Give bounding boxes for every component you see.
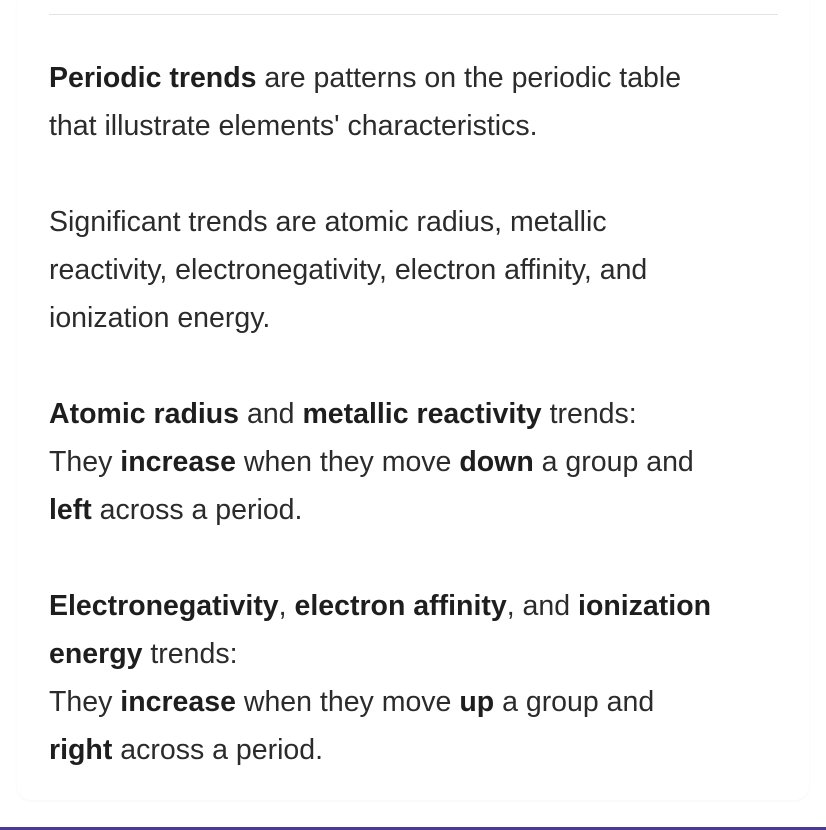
bold-text: up bbox=[459, 686, 495, 718]
bold-text: electron affinity bbox=[294, 590, 507, 622]
text-run: trends: bbox=[541, 398, 637, 430]
text-run: , bbox=[278, 590, 295, 622]
text-run: ionization energy. bbox=[49, 302, 271, 334]
text-line bbox=[49, 582, 789, 630]
text-run: when they move bbox=[235, 446, 460, 478]
text-run: a group and bbox=[494, 686, 655, 718]
text-run: a group and bbox=[533, 446, 694, 478]
text-line bbox=[49, 390, 789, 438]
paragraph-intro bbox=[49, 54, 789, 150]
text-line bbox=[49, 246, 789, 294]
text-line bbox=[49, 630, 789, 678]
text-run: are patterns on the periodic table bbox=[256, 62, 682, 94]
text-run: trends: bbox=[142, 638, 238, 670]
bold-text: ionization bbox=[578, 590, 712, 622]
bold-text: left bbox=[49, 494, 92, 526]
answer-content bbox=[49, 54, 789, 774]
bold-text: Periodic trends bbox=[49, 62, 257, 94]
bold-text: Atomic radius bbox=[49, 398, 240, 430]
text-line bbox=[49, 102, 789, 150]
text-run: They bbox=[49, 446, 121, 478]
bold-text: Electronegativity bbox=[49, 590, 279, 622]
text-run: when they move bbox=[235, 686, 460, 718]
text-line bbox=[49, 54, 789, 102]
bold-text: increase bbox=[120, 446, 236, 478]
text-line bbox=[49, 678, 789, 726]
paragraph-significant-trends bbox=[49, 198, 789, 342]
bold-text: metallic reactivity bbox=[302, 398, 542, 430]
text-run: They bbox=[49, 686, 121, 718]
text-line bbox=[49, 294, 789, 342]
bold-text: increase bbox=[120, 686, 236, 718]
text-run: across a period. bbox=[91, 494, 303, 526]
paragraph-electronegativity bbox=[49, 582, 789, 774]
text-run: Significant trends are atomic radius, metallic bbox=[49, 206, 607, 238]
bold-text: energy bbox=[49, 638, 143, 670]
text-line bbox=[49, 198, 789, 246]
bold-text: down bbox=[459, 446, 534, 478]
paragraph-atomic-radius bbox=[49, 390, 789, 534]
text-run: , and bbox=[506, 590, 579, 622]
text-run: and bbox=[239, 398, 303, 430]
text-run: reactivity, electronegativity, electron affinity, and bbox=[49, 254, 648, 286]
text-run: that illustrate elements' characteristics. bbox=[49, 110, 538, 142]
text-run: across a period. bbox=[112, 734, 324, 766]
text-line bbox=[49, 486, 789, 534]
top-divider bbox=[49, 14, 778, 15]
bold-text: right bbox=[49, 734, 113, 766]
text-line bbox=[49, 438, 789, 486]
text-line bbox=[49, 726, 789, 774]
